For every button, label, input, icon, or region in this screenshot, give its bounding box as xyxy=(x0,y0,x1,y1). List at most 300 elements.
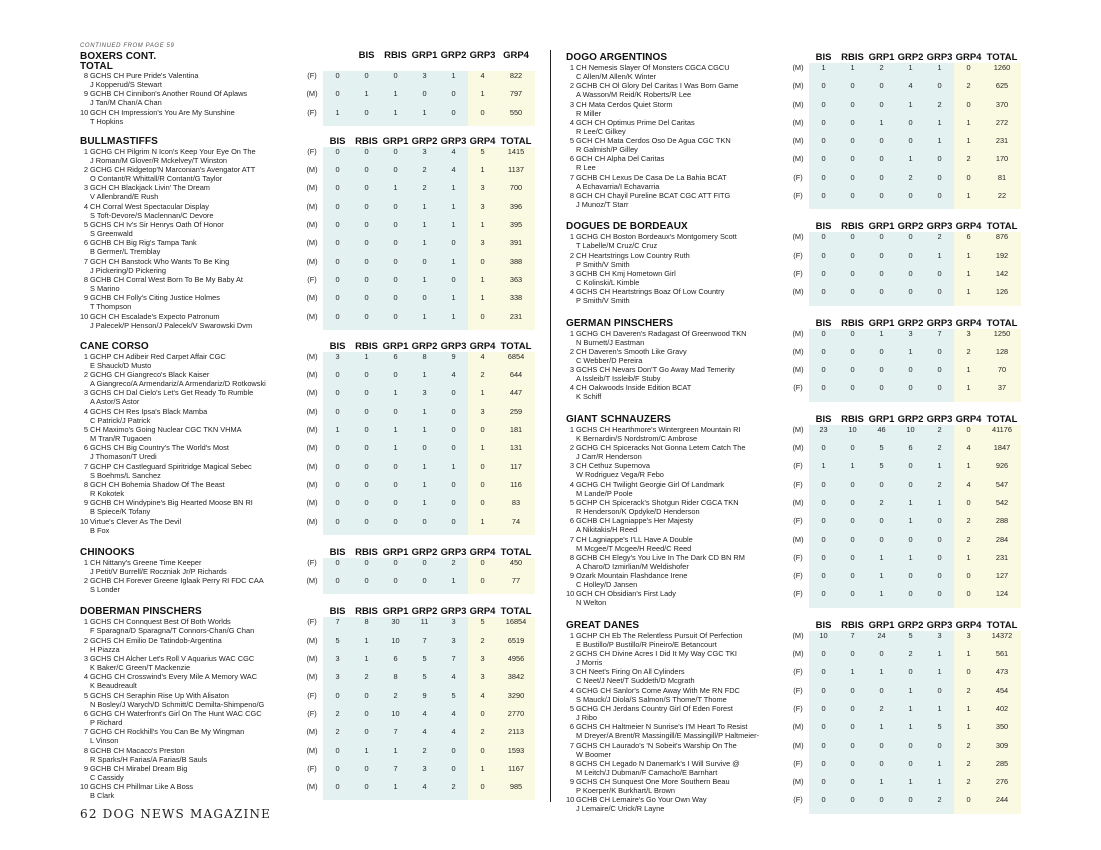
dog-owners: J Roman/M Glover/R Mckelvey/T Winston xyxy=(90,155,228,165)
rank-number: 3 xyxy=(83,654,88,664)
section-header xyxy=(80,605,535,617)
stat-bis: 0 xyxy=(323,443,352,461)
stat-rbis: 0 xyxy=(352,462,381,480)
rank-number: 4 xyxy=(569,117,574,127)
rank-number: 10 xyxy=(80,107,89,117)
stat-grp3: 7 xyxy=(439,654,468,672)
dog-name: GCH CH Alpha Del Caritas xyxy=(576,154,665,164)
stat-total: 231 xyxy=(497,312,535,330)
dog-row xyxy=(80,498,535,516)
stat-bis: 2 xyxy=(323,727,352,745)
stat-bis: 0 xyxy=(809,686,838,704)
stat-bis: 0 xyxy=(809,251,838,269)
rank-number: 5 xyxy=(83,425,88,435)
stat-bis: 7 xyxy=(323,617,352,635)
stat-grp4: 0 xyxy=(468,746,497,764)
dog-sex: (M) xyxy=(306,201,318,211)
stat-grp1: 30 xyxy=(381,617,410,635)
header-grp1: GRP1 xyxy=(868,317,895,329)
stat-rbis: 1 xyxy=(838,667,867,685)
header-grp3: GRP3 xyxy=(926,317,953,329)
stat-grp4: 3 xyxy=(954,329,983,347)
stat-grp2: 1 xyxy=(410,108,439,126)
dog-owners: J Ribo xyxy=(576,712,597,722)
stat-grp2: 0 xyxy=(896,589,925,607)
stat-rbis: 0 xyxy=(838,443,867,461)
stat-grp2: 8 xyxy=(410,352,439,370)
stat-grp3: 1 xyxy=(439,71,468,89)
stat-bis: 0 xyxy=(809,480,838,498)
stat-grp4: 0 xyxy=(468,108,497,126)
stat-total: 6854 xyxy=(497,352,535,370)
stat-rbis: 0 xyxy=(352,71,381,89)
stat-total: 396 xyxy=(497,202,535,220)
stat-bis: 0 xyxy=(809,795,838,813)
dog-sex: (M) xyxy=(792,287,804,297)
rank-number: 2 xyxy=(569,250,574,260)
stat-grp1: 2 xyxy=(867,704,896,722)
dog-sex: (M) xyxy=(306,183,318,193)
stat-bis: 0 xyxy=(323,370,352,388)
dog-name: GCHB CH Big Rig's Tampa Tank xyxy=(90,238,197,248)
dog-owners: E Bustillo/P Bustillo/R Pineiro/E Betancourt xyxy=(576,639,717,649)
stat-grp2: 0 xyxy=(896,383,925,401)
stat-bis: 0 xyxy=(809,704,838,722)
header-total: TOTAL xyxy=(986,317,1018,329)
stat-total: 1137 xyxy=(497,165,535,183)
stat-grp1: 0 xyxy=(381,558,410,576)
breed-section-boxers xyxy=(80,51,535,126)
dog-info xyxy=(90,293,301,311)
stat-bis: 2 xyxy=(323,709,352,727)
stat-bis: 0 xyxy=(809,118,838,136)
stat-grp4: 2 xyxy=(468,727,497,745)
stat-total: 4956 xyxy=(497,654,535,672)
section-header xyxy=(566,317,1021,329)
stat-grp1: 0 xyxy=(867,154,896,172)
header-total: TOTAL xyxy=(500,546,532,558)
dog-sex: (M) xyxy=(792,740,804,750)
stat-grp2: 1 xyxy=(410,462,439,480)
dog-owners: K Beaudreault xyxy=(90,681,137,691)
dog-row xyxy=(80,293,535,311)
stat-rbis: 0 xyxy=(352,764,381,782)
rank-number: 1 xyxy=(83,351,88,361)
stat-grp2: 11 xyxy=(410,617,439,635)
dog-sex: (F) xyxy=(793,191,803,201)
dog-sex: (M) xyxy=(792,328,804,338)
stat-grp4: 4 xyxy=(954,443,983,461)
dog-owners: P Smith/V Smith xyxy=(576,259,630,269)
stat-total: 395 xyxy=(497,220,535,238)
dog-info xyxy=(576,347,787,365)
stat-bis: 0 xyxy=(323,257,352,275)
stat-rbis: 0 xyxy=(352,782,381,800)
rank-number: 10 xyxy=(80,782,89,792)
stat-grp3: 1 xyxy=(925,118,954,136)
stat-total: 244 xyxy=(983,795,1021,813)
stat-rbis: 0 xyxy=(838,704,867,722)
section-title: DOBERMAN PINSCHERS xyxy=(80,606,202,618)
header-total: TOTAL xyxy=(500,135,532,147)
header-rbis: RBIS xyxy=(841,413,864,425)
stat-grp1: 0 xyxy=(867,232,896,250)
dog-sex: (M) xyxy=(792,99,804,109)
dog-info xyxy=(576,287,787,305)
stat-grp2: 0 xyxy=(410,558,439,576)
dog-info xyxy=(90,388,301,406)
dog-owners: B Clark xyxy=(90,791,115,801)
stat-total: 285 xyxy=(983,759,1021,777)
header-grp2: GRP2 xyxy=(411,606,438,618)
stat-grp4: 2 xyxy=(468,370,497,388)
stat-bis: 10 xyxy=(809,631,838,649)
stat-grp2: 0 xyxy=(896,535,925,553)
stat-grp1: 1 xyxy=(381,782,410,800)
stat-grp2: 1 xyxy=(896,154,925,172)
stat-grp3: 5 xyxy=(439,691,468,709)
dog-name: GCHG CH Twilight Georgie Girl Of Landmark xyxy=(576,479,725,489)
stat-grp3: 1 xyxy=(925,667,954,685)
stat-rbis: 0 xyxy=(352,517,381,535)
section-header xyxy=(80,546,535,558)
rank-number: 5 xyxy=(83,220,88,230)
dog-sex: (M) xyxy=(792,346,804,356)
stat-grp3: 2 xyxy=(439,558,468,576)
dog-name: GCHB CH Elegy's You Live In The Dark CD BN RM xyxy=(576,552,745,562)
stat-grp2: 5 xyxy=(410,672,439,690)
rank-number: 8 xyxy=(83,71,88,80)
dog-sex: (M) xyxy=(792,443,804,453)
dog-row xyxy=(566,667,1021,685)
stat-grp3: 0 xyxy=(925,269,954,287)
stat-grp1: 1 xyxy=(381,425,410,443)
stat-grp4: 1 xyxy=(954,649,983,667)
dog-name: GCH CH Banstock Who Wants To Be King xyxy=(90,256,230,266)
dog-info xyxy=(576,631,787,649)
dog-sex: (M) xyxy=(792,154,804,164)
stat-bis: 0 xyxy=(809,136,838,154)
dog-owners: R Lee xyxy=(576,163,596,173)
stat-grp4: 1 xyxy=(954,118,983,136)
dog-sex: (F) xyxy=(793,383,803,393)
dog-owners: K Schiff xyxy=(576,392,602,402)
dog-row xyxy=(566,722,1021,740)
stat-grp3: 0 xyxy=(925,535,954,553)
header-bis: BIS xyxy=(329,135,346,147)
stat-grp3: 1 xyxy=(439,220,468,238)
stat-grp3: 0 xyxy=(439,388,468,406)
stat-grp4: 2 xyxy=(954,686,983,704)
stat-grp4: 6 xyxy=(954,232,983,250)
stat-rbis: 0 xyxy=(838,100,867,118)
dog-name: GCHP CH Castleguard Spiritridge Magical Sebec xyxy=(90,461,252,471)
dog-owners: J Carr/R Henderson xyxy=(576,452,642,462)
stat-grp1: 7 xyxy=(381,727,410,745)
stat-grp4: 2 xyxy=(468,636,497,654)
dog-row xyxy=(80,238,535,256)
dog-info xyxy=(90,709,301,727)
dog-owners: J Morris xyxy=(576,658,603,668)
stat-grp3: 2 xyxy=(925,480,954,498)
dog-sex: (F) xyxy=(793,795,803,805)
dog-owners: A Issleib/T Issleib/F Stuby xyxy=(576,374,661,384)
stat-grp4: 2 xyxy=(954,516,983,534)
dog-owners: R Galmish/P Gilley xyxy=(576,145,638,155)
stat-bis: 0 xyxy=(809,232,838,250)
dog-row xyxy=(566,589,1021,607)
header-grp2: GRP2 xyxy=(897,619,924,631)
stat-bis: 0 xyxy=(809,777,838,795)
dog-row xyxy=(80,425,535,443)
stat-grp4: 5 xyxy=(468,617,497,635)
stat-rbis: 0 xyxy=(352,388,381,406)
rank-number: 8 xyxy=(83,274,88,284)
stat-grp3: 1 xyxy=(925,251,954,269)
dog-info xyxy=(90,617,301,635)
header-rbis: RBIS xyxy=(841,52,864,63)
stat-grp4: 2 xyxy=(954,535,983,553)
stat-grp2: 2 xyxy=(410,165,439,183)
rank-number: 5 xyxy=(569,136,574,146)
dog-owners: H Piazza xyxy=(90,644,120,654)
stat-total: 370 xyxy=(983,100,1021,118)
section-header xyxy=(566,619,1021,631)
dog-name: GCHB CH Lagniappe's Her Majesty xyxy=(576,516,694,526)
stat-grp1: 1 xyxy=(381,388,410,406)
dog-name: CH Corral West Spectacular Display xyxy=(90,201,209,211)
stat-rbis: 0 xyxy=(838,686,867,704)
stat-grp1: 0 xyxy=(381,238,410,256)
stat-rbis: 0 xyxy=(838,118,867,136)
stat-grp4: 3 xyxy=(468,183,497,201)
dog-row xyxy=(566,136,1021,154)
dog-name: CH Mata Cerdos Quiet Storm xyxy=(576,99,673,109)
header-bis: BIS xyxy=(329,546,346,558)
header-bis: BIS xyxy=(815,413,832,425)
stat-rbis: 0 xyxy=(838,498,867,516)
stat-grp1: 0 xyxy=(867,81,896,99)
header-total: TOTAL xyxy=(986,413,1018,425)
stat-grp2: 0 xyxy=(896,251,925,269)
stat-grp1: 46 xyxy=(867,425,896,443)
stat-grp2: 10 xyxy=(896,425,925,443)
stat-grp4: 2 xyxy=(954,347,983,365)
stat-grp3: 0 xyxy=(439,517,468,535)
dog-row xyxy=(566,191,1021,209)
stat-rbis: 0 xyxy=(352,407,381,425)
stat-grp3: 1 xyxy=(925,136,954,154)
stat-grp3: 1 xyxy=(925,704,954,722)
stat-grp1: 1 xyxy=(381,89,410,107)
dog-name: GCHS CH Sunquest One More Southern Beau xyxy=(576,777,730,787)
stat-grp3: 2 xyxy=(439,782,468,800)
stat-total: 272 xyxy=(983,118,1021,136)
stat-grp1: 1 xyxy=(381,443,410,461)
column-divider xyxy=(550,50,551,802)
stat-total: 391 xyxy=(497,238,535,256)
dog-owners: A Giangreco/A Armendariz/A Armendariz/D Rotkowski xyxy=(90,379,266,389)
dog-info xyxy=(576,365,787,383)
dog-info xyxy=(90,576,301,594)
stat-total: 550 xyxy=(497,108,535,126)
stat-rbis: 1 xyxy=(352,636,381,654)
stat-bis: 0 xyxy=(323,517,352,535)
stat-grp3: 0 xyxy=(925,589,954,607)
header-grp4: GRP4 xyxy=(955,413,982,425)
dog-info xyxy=(90,71,301,89)
stat-total: 128 xyxy=(983,347,1021,365)
stat-bis: 0 xyxy=(323,388,352,406)
dog-sex: (M) xyxy=(306,89,318,99)
stat-grp3: 0 xyxy=(925,365,954,383)
dog-sex: (F) xyxy=(793,589,803,599)
stat-grp3: 1 xyxy=(925,63,954,81)
dog-name: CH Cethuz Supernova xyxy=(576,461,650,471)
dog-row xyxy=(80,617,535,635)
stat-grp4: 0 xyxy=(468,425,497,443)
stat-bis: 0 xyxy=(323,71,352,89)
stat-grp1: 0 xyxy=(381,293,410,311)
stat-grp2: 0 xyxy=(410,293,439,311)
stat-rbis: 0 xyxy=(838,553,867,571)
dog-sex: (F) xyxy=(793,516,803,526)
stat-total: 473 xyxy=(983,667,1021,685)
stat-grp2: 0 xyxy=(410,576,439,594)
dog-row xyxy=(566,516,1021,534)
dog-owners: R Sparks/H Farias/A Farias/B Sauls xyxy=(90,754,208,764)
dog-owners: A Charo/D Izmirlian/M Weldishofer xyxy=(576,561,689,571)
stat-grp3: 1 xyxy=(439,312,468,330)
stat-total: 231 xyxy=(983,136,1021,154)
stat-grp1: 0 xyxy=(867,649,896,667)
dog-sex: (F) xyxy=(793,552,803,562)
stat-grp1: 0 xyxy=(867,287,896,305)
stat-bis: 3 xyxy=(323,654,352,672)
dog-sex: (M) xyxy=(306,351,318,361)
dog-owners: C Allen/M Allen/K Winter xyxy=(576,72,657,81)
dog-sex: (F) xyxy=(793,461,803,471)
dog-info xyxy=(576,251,787,269)
stat-total: 1415 xyxy=(497,147,535,165)
rank-number: 7 xyxy=(83,461,88,471)
stat-rbis: 0 xyxy=(352,147,381,165)
breed-section-giant-schnauzers xyxy=(566,413,1021,608)
dog-sex: (M) xyxy=(306,293,318,303)
section-header xyxy=(80,340,535,352)
rank-number: 10 xyxy=(80,311,89,321)
stat-grp3: 2 xyxy=(925,443,954,461)
rank-number: 5 xyxy=(83,690,88,700)
stat-grp4: 1 xyxy=(468,293,497,311)
stat-grp2: 1 xyxy=(896,686,925,704)
stat-rbis: 0 xyxy=(352,108,381,126)
stat-rbis: 0 xyxy=(838,589,867,607)
header-grp2: GRP2 xyxy=(411,340,438,352)
dog-sex: (M) xyxy=(306,461,318,471)
dog-name: GCHG CH Pilgrim N Icon's Keep Your Eye On The xyxy=(90,146,256,156)
section-title: GREAT DANES xyxy=(566,619,640,631)
dog-name: GCHG CH Boston Bordeaux's Montgomery Scott xyxy=(576,232,737,242)
stat-grp4: 1 xyxy=(954,287,983,305)
dog-sex: (F) xyxy=(793,571,803,581)
dog-info xyxy=(90,727,301,745)
dog-name: GCHB CH Mirabel Dream Big xyxy=(90,763,188,773)
stat-grp3: 1 xyxy=(925,461,954,479)
stat-grp1: 0 xyxy=(867,480,896,498)
dog-info xyxy=(576,480,787,498)
stat-grp1: 0 xyxy=(381,407,410,425)
stat-grp4: 0 xyxy=(468,480,497,498)
rank-number: 6 xyxy=(569,722,574,732)
stat-rbis: 0 xyxy=(352,576,381,594)
stat-grp2: 0 xyxy=(896,269,925,287)
dog-info xyxy=(576,795,787,813)
dog-info xyxy=(576,498,787,516)
dog-sex: (F) xyxy=(307,708,317,718)
stat-grp3: 1 xyxy=(439,257,468,275)
dog-sex: (M) xyxy=(792,81,804,91)
stat-grp1: 0 xyxy=(867,686,896,704)
stat-grp1: 0 xyxy=(867,347,896,365)
dog-name: GCHS CH Laurado's 'N Sobeit's Warship On The xyxy=(576,740,737,750)
stat-grp3: 5 xyxy=(925,722,954,740)
dog-name: GCHS CH Iv's Sir Henrys Oath Of Honor xyxy=(90,220,224,230)
header-grp4: GRP4 xyxy=(469,135,496,147)
dog-info xyxy=(90,480,301,498)
stat-grp2: 1 xyxy=(896,100,925,118)
breed-section-german-pinschers xyxy=(566,317,1021,402)
dog-info xyxy=(576,704,787,722)
dog-name: GCHB CH Macaco's Preston xyxy=(90,745,185,755)
stat-grp1: 0 xyxy=(381,480,410,498)
dog-sex: (M) xyxy=(306,516,318,526)
dog-sex: (M) xyxy=(306,782,318,792)
rank-number: 3 xyxy=(83,183,88,193)
stat-grp2: 0 xyxy=(410,517,439,535)
stat-rbis: 0 xyxy=(352,202,381,220)
stat-grp2: 1 xyxy=(410,425,439,443)
stat-grp3: 1 xyxy=(925,759,954,777)
dog-owners: J Thomason/T Uredi xyxy=(90,452,157,462)
dog-name: Ozark Mountain Flashdance Irene xyxy=(576,571,688,581)
header-grp3: GRP3 xyxy=(469,50,496,61)
stat-total: 284 xyxy=(983,535,1021,553)
section-title: DOGO ARGENTINOS xyxy=(566,52,668,63)
dog-sex: (M) xyxy=(792,722,804,732)
stat-bis: 0 xyxy=(323,691,352,709)
dog-info xyxy=(576,118,787,136)
dog-owners: O Contant/R Whittall/R Contant/G Taylor xyxy=(90,174,223,184)
header-total: TOTAL xyxy=(500,606,532,618)
stat-bis: 0 xyxy=(323,480,352,498)
stat-bis: 0 xyxy=(809,347,838,365)
dog-name: GCHP CH Spicerack's Shotgun Rider CGCA TKN xyxy=(576,497,739,507)
section-title-line2: TOTAL xyxy=(80,60,113,72)
stat-rbis: 0 xyxy=(838,365,867,383)
stat-grp3: 0 xyxy=(439,89,468,107)
rank-number: 7 xyxy=(83,256,88,266)
rank-number: 2 xyxy=(83,576,88,586)
stat-grp4: 3 xyxy=(468,654,497,672)
stat-grp2: 5 xyxy=(410,654,439,672)
dog-name: GCHB CH Forever Greene Iglaak Perry RI FDC CAA xyxy=(90,576,264,586)
stat-grp4: 1 xyxy=(468,275,497,293)
stat-total: 41176 xyxy=(983,425,1021,443)
stat-rbis: 0 xyxy=(838,81,867,99)
dog-row xyxy=(566,347,1021,365)
dog-info xyxy=(90,108,301,126)
